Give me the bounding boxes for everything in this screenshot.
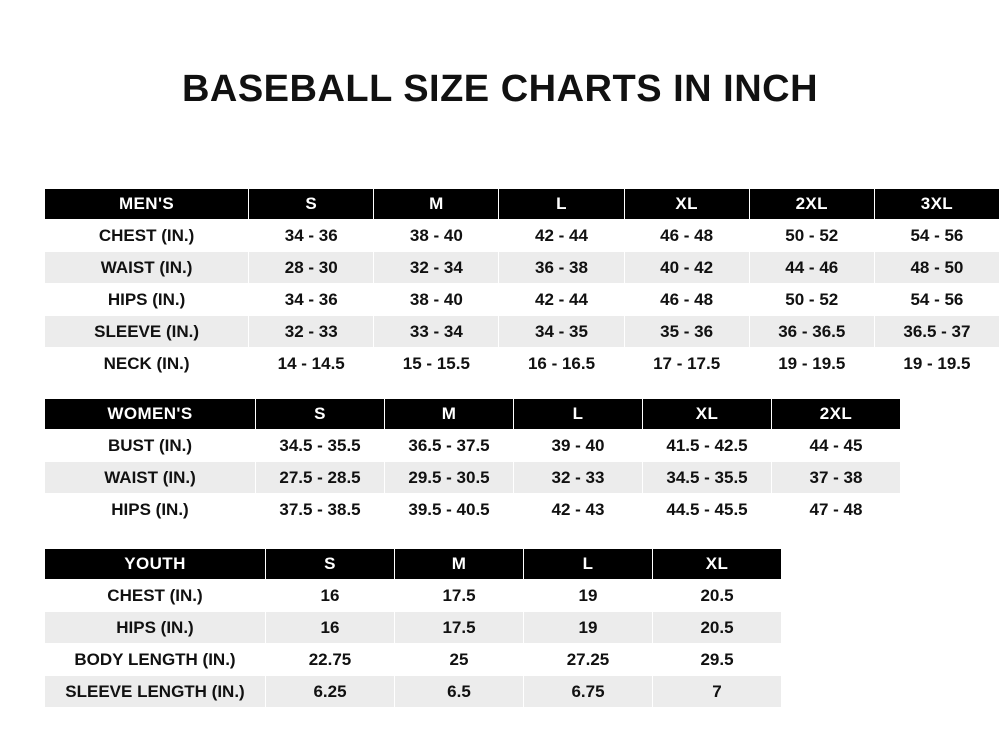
cell: 35 - 36 <box>624 316 749 348</box>
cell: 14 - 14.5 <box>249 348 374 380</box>
youth-size-table <box>44 548 782 708</box>
womens-header-2xl: 2XL <box>772 399 901 430</box>
table-row <box>45 580 782 612</box>
cell: 39.5 - 40.5 <box>385 494 514 526</box>
row-label: SLEEVE LENGTH (IN.) <box>45 676 266 708</box>
mens-table-header <box>45 189 1000 220</box>
table-row <box>45 284 1000 316</box>
mens-header-m: M <box>374 189 499 220</box>
cell: 48 - 50 <box>874 252 999 284</box>
cell: 27.25 <box>524 644 653 676</box>
row-label: WAIST (IN.) <box>45 252 249 284</box>
cell: 22.75 <box>266 644 395 676</box>
mens-header-2xl: 2XL <box>749 189 874 220</box>
cell: 32 - 33 <box>249 316 374 348</box>
row-label: NECK (IN.) <box>45 348 249 380</box>
youth-table-header <box>45 549 782 580</box>
table-row <box>45 430 901 462</box>
womens-table-header <box>45 399 901 430</box>
mens-header-xl: XL <box>624 189 749 220</box>
cell: 38 - 40 <box>374 284 499 316</box>
table-row <box>45 644 782 676</box>
table-header-row <box>45 549 782 580</box>
cell: 32 - 34 <box>374 252 499 284</box>
cell: 15 - 15.5 <box>374 348 499 380</box>
youth-header-s: S <box>266 549 395 580</box>
cell: 16 <box>266 612 395 644</box>
womens-size-chart <box>44 398 901 526</box>
cell: 37.5 - 38.5 <box>256 494 385 526</box>
row-label: HIPS (IN.) <box>45 612 266 644</box>
cell: 44 - 45 <box>772 430 901 462</box>
table-row <box>45 316 1000 348</box>
cell: 19 - 19.5 <box>749 348 874 380</box>
row-label: WAIST (IN.) <box>45 462 256 494</box>
cell: 50 - 52 <box>749 220 874 252</box>
table-row <box>45 676 782 708</box>
table-header-row <box>45 399 901 430</box>
youth-size-chart <box>44 548 782 708</box>
youth-header-m: M <box>395 549 524 580</box>
row-label: BODY LENGTH (IN.) <box>45 644 266 676</box>
cell: 27.5 - 28.5 <box>256 462 385 494</box>
row-label: BUST (IN.) <box>45 430 256 462</box>
womens-header-l: L <box>514 399 643 430</box>
cell: 16 - 16.5 <box>499 348 624 380</box>
cell: 36.5 - 37.5 <box>385 430 514 462</box>
table-row <box>45 220 1000 252</box>
cell: 17.5 <box>395 580 524 612</box>
cell: 46 - 48 <box>624 220 749 252</box>
row-label: CHEST (IN.) <box>45 220 249 252</box>
mens-size-chart <box>44 188 1000 380</box>
cell: 20.5 <box>653 580 782 612</box>
cell: 47 - 48 <box>772 494 901 526</box>
table-row <box>45 612 782 644</box>
cell: 29.5 <box>653 644 782 676</box>
mens-header-3xl: 3XL <box>874 189 999 220</box>
cell: 36 - 36.5 <box>749 316 874 348</box>
cell: 32 - 33 <box>514 462 643 494</box>
cell: 40 - 42 <box>624 252 749 284</box>
womens-header-s: S <box>256 399 385 430</box>
cell: 6.75 <box>524 676 653 708</box>
row-label: HIPS (IN.) <box>45 284 249 316</box>
womens-table-body <box>45 430 901 526</box>
cell: 25 <box>395 644 524 676</box>
cell: 7 <box>653 676 782 708</box>
cell: 42 - 44 <box>499 220 624 252</box>
cell: 44.5 - 45.5 <box>643 494 772 526</box>
cell: 50 - 52 <box>749 284 874 316</box>
cell: 20.5 <box>653 612 782 644</box>
row-label: HIPS (IN.) <box>45 494 256 526</box>
table-row <box>45 252 1000 284</box>
cell: 39 - 40 <box>514 430 643 462</box>
cell: 19 - 19.5 <box>874 348 999 380</box>
cell: 34.5 - 35.5 <box>256 430 385 462</box>
cell: 34.5 - 35.5 <box>643 462 772 494</box>
mens-header-l: L <box>499 189 624 220</box>
table-header-row <box>45 189 1000 220</box>
cell: 42 - 43 <box>514 494 643 526</box>
womens-size-table <box>44 398 901 526</box>
womens-header-m: M <box>385 399 514 430</box>
row-label: SLEEVE (IN.) <box>45 316 249 348</box>
mens-size-table <box>44 188 1000 380</box>
cell: 54 - 56 <box>874 284 999 316</box>
cell: 19 <box>524 612 653 644</box>
cell: 46 - 48 <box>624 284 749 316</box>
page-title: BASEBALL SIZE CHARTS IN INCH <box>181 68 819 110</box>
mens-header-category: MEN'S <box>45 189 249 220</box>
cell: 44 - 46 <box>749 252 874 284</box>
womens-header-category: WOMEN'S <box>45 399 256 430</box>
cell: 33 - 34 <box>374 316 499 348</box>
cell: 6.5 <box>395 676 524 708</box>
cell: 54 - 56 <box>874 220 999 252</box>
cell: 34 - 36 <box>249 284 374 316</box>
cell: 42 - 44 <box>499 284 624 316</box>
cell: 28 - 30 <box>249 252 374 284</box>
cell: 36.5 - 37 <box>874 316 999 348</box>
cell: 19 <box>524 580 653 612</box>
youth-header-category: YOUTH <box>45 549 266 580</box>
mens-table-body <box>45 220 1000 380</box>
cell: 34 - 36 <box>249 220 374 252</box>
youth-header-xl: XL <box>653 549 782 580</box>
table-row <box>45 462 901 494</box>
cell: 17.5 <box>395 612 524 644</box>
womens-header-xl: XL <box>643 399 772 430</box>
table-row <box>45 494 901 526</box>
cell: 36 - 38 <box>499 252 624 284</box>
cell: 29.5 - 30.5 <box>385 462 514 494</box>
cell: 6.25 <box>266 676 395 708</box>
cell: 16 <box>266 580 395 612</box>
youth-header-l: L <box>524 549 653 580</box>
cell: 38 - 40 <box>374 220 499 252</box>
cell: 41.5 - 42.5 <box>643 430 772 462</box>
table-row <box>45 348 1000 380</box>
cell: 17 - 17.5 <box>624 348 749 380</box>
cell: 34 - 35 <box>499 316 624 348</box>
row-label: CHEST (IN.) <box>45 580 266 612</box>
mens-header-s: S <box>249 189 374 220</box>
cell: 37 - 38 <box>772 462 901 494</box>
youth-table-body <box>45 580 782 708</box>
